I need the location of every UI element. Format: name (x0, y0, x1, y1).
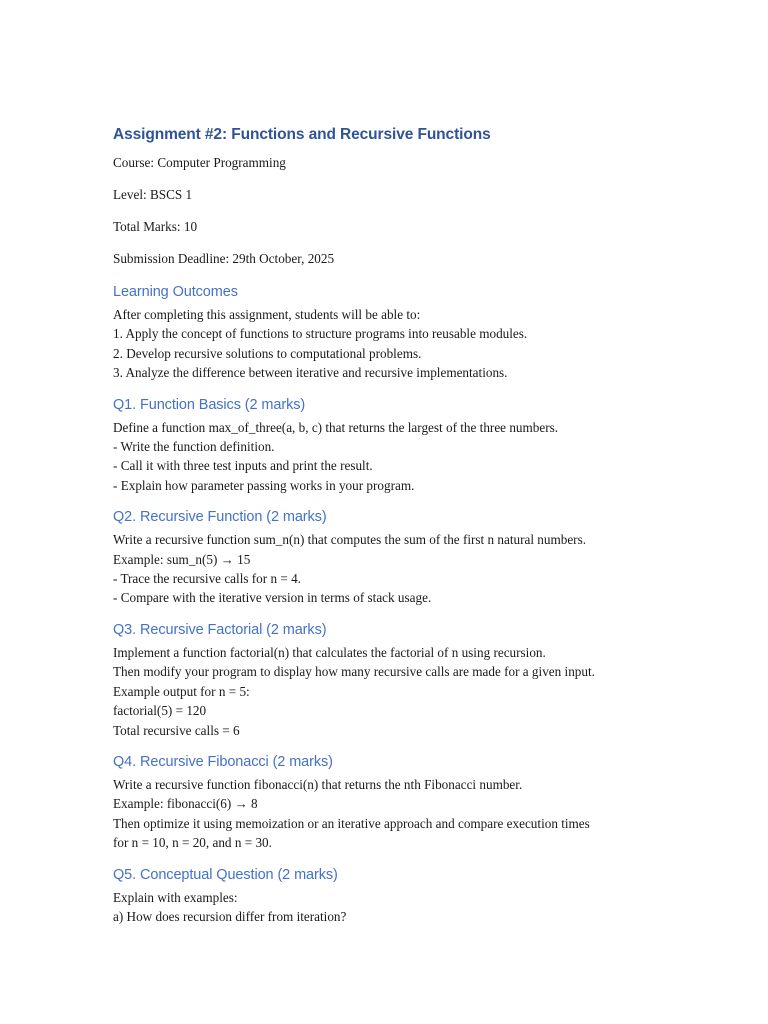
body-line: Define a function max_of_three(a, b, c) that returns the largest of the three numbers. (113, 419, 559, 435)
section-heading: Learning Outcomes (113, 284, 238, 300)
section-q4 (113, 751, 673, 853)
meta-level: Level: BSCS 1 (113, 187, 193, 202)
body-line: Example output for n = 5: (113, 683, 250, 699)
section-heading: Q4. Recursive Fibonacci (2 marks) (113, 753, 333, 770)
section-heading: Q2. Recursive Function (2 marks) (113, 509, 327, 526)
section-q5 (113, 864, 673, 927)
section-heading: Q1. Function Basics (2 marks) (113, 396, 306, 413)
section-learning-outcomes (113, 281, 673, 383)
body-line: - Write the function definition. (113, 439, 275, 455)
body-line: Then modify your program to display how many recursive calls are made for a given input. (113, 664, 595, 680)
section-heading: Q3. Recursive Factorial (2 marks) (113, 621, 327, 638)
section-body (113, 888, 673, 927)
body-line: - Call it with three test inputs and print the result. (113, 458, 373, 474)
meta-course: Course: Computer Programming (113, 155, 286, 170)
body-line: - Compare with the iterative version in terms of stack usage. (113, 590, 432, 606)
meta-total-marks: Total Marks: 10 (113, 219, 198, 234)
section-body (113, 775, 673, 853)
body-line: 1. Apply the concept of functions to structure programs into reusable modules. (113, 326, 528, 342)
body-line: factorial(5) = 120 (113, 703, 207, 719)
body-line: Write a recursive function fibonacci(n) that returns the nth Fibonacci number. (113, 776, 523, 792)
body-line: Then optimize it using memoization or an iterative approach and compare execution times (113, 815, 590, 831)
section-q3 (113, 619, 673, 740)
document-page (113, 122, 673, 937)
body-line: Implement a function factorial(n) that calculates the factorial of n using recursion. (113, 644, 546, 660)
body-line: 2. Develop recursive solutions to computational problems. (113, 345, 422, 361)
document-title: Assignment #2: Functions and Recursive Functions (113, 126, 491, 143)
section-body (113, 418, 673, 496)
body-line: Example: fibonacci(6) → 8 (113, 796, 258, 812)
body-line: After completing this assignment, students will be able to: (113, 307, 421, 322)
section-body (113, 305, 673, 383)
body-line: for n = 10, n = 20, and n = 30. (113, 835, 272, 851)
section-body (113, 530, 673, 608)
body-line: Example: sum_n(5) → 15 (113, 551, 251, 567)
body-line: - Explain how parameter passing works in your program. (113, 477, 415, 493)
section-heading: Q5. Conceptual Question (2 marks) (113, 866, 338, 883)
body-line: Total recursive calls = 6 (113, 722, 240, 738)
meta-deadline: Submission Deadline: 29th October, 2025 (113, 251, 335, 266)
section-body (113, 643, 673, 740)
body-line: 3. Analyze the difference between iterative and recursive implementations. (113, 365, 508, 381)
section-q2 (113, 506, 673, 608)
body-line: a) How does recursion differ from iteration? (113, 908, 347, 924)
document-meta (113, 153, 673, 268)
section-q1 (113, 394, 673, 496)
body-line: Explain with examples: (113, 889, 238, 905)
body-line: - Trace the recursive calls for n = 4. (113, 571, 301, 587)
body-line: Write a recursive function sum_n(n) that computes the sum of the first n natural numbers. (113, 532, 586, 548)
